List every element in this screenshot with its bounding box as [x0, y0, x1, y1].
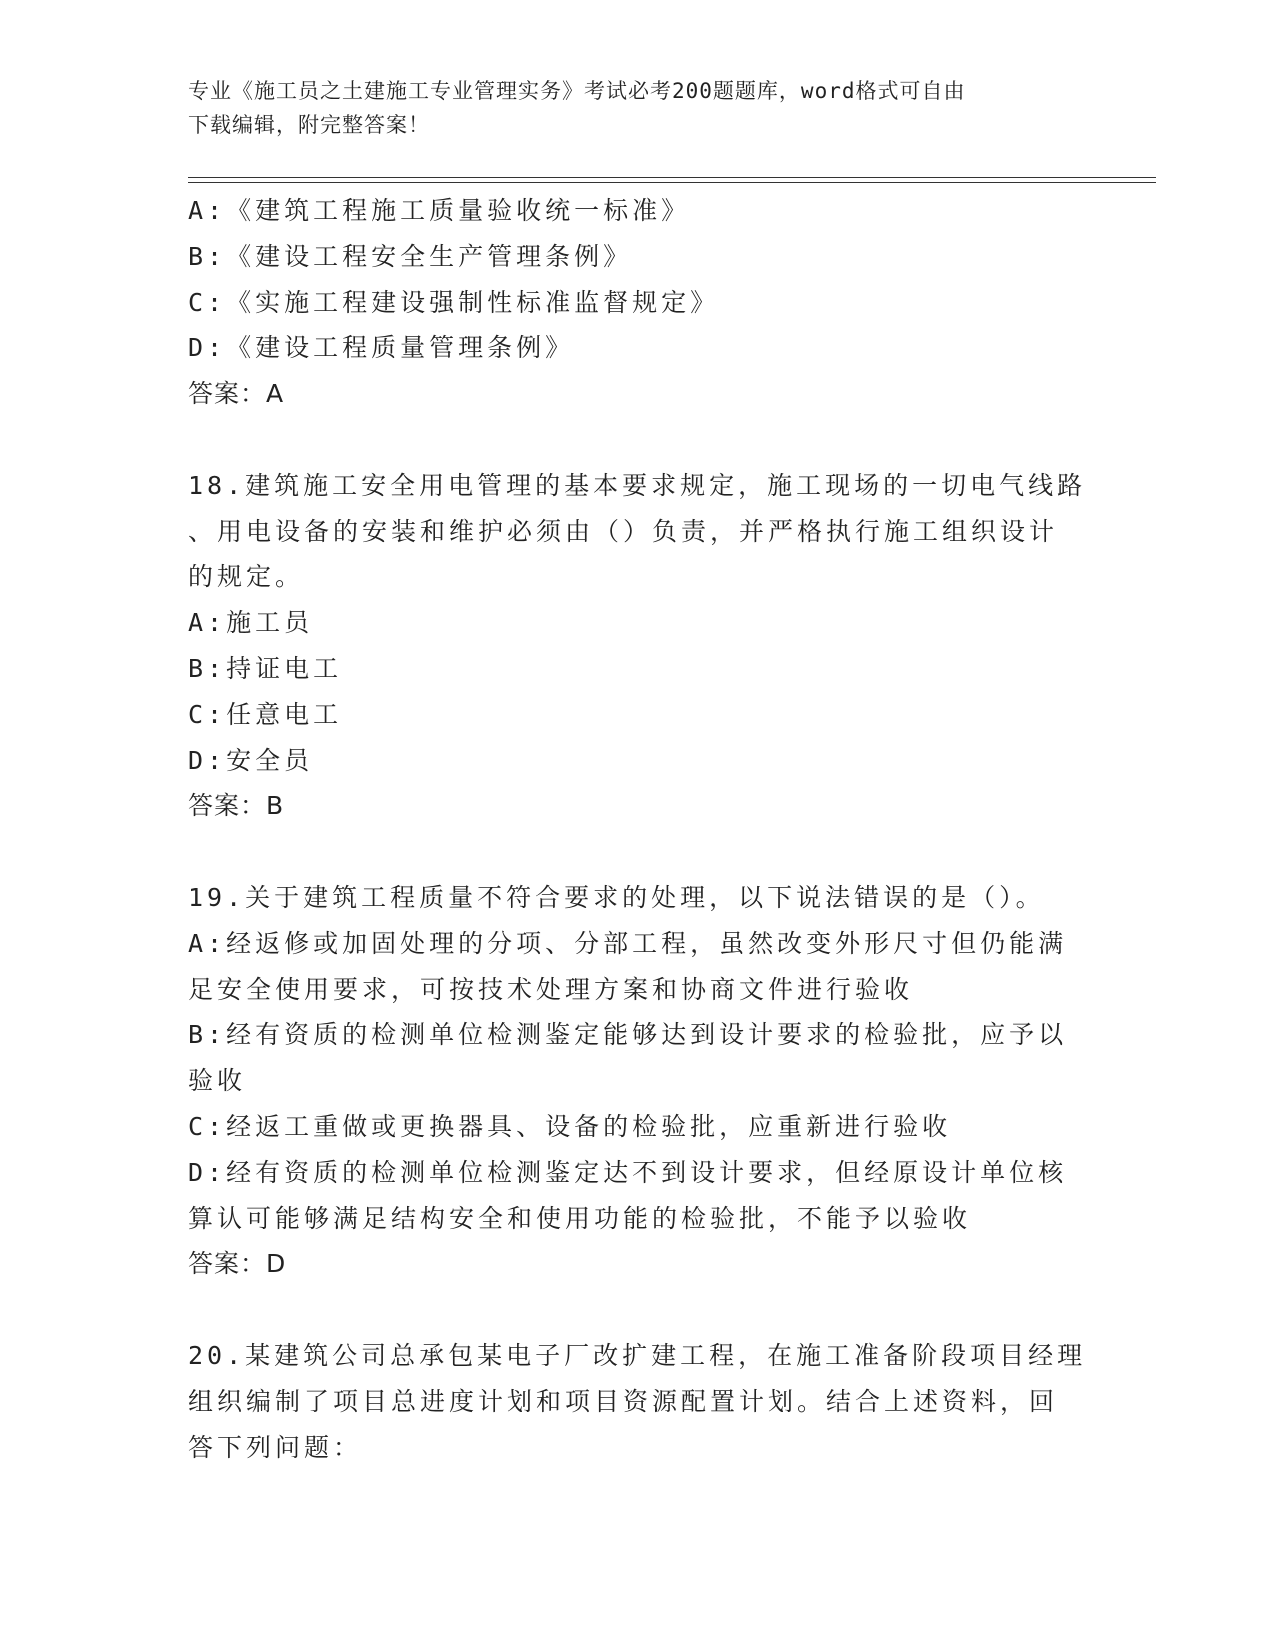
option-c: C:《实施工程建设强制性标准监督规定》 [188, 287, 720, 317]
option-d: D:《建设工程质量管理条例》 [188, 333, 575, 363]
option-a-continued: 足安全使用要求，可按技术处理方案和协商文件进行验收 [188, 974, 914, 1004]
question-17 [188, 188, 1088, 417]
answer: 答案：D [188, 1249, 287, 1279]
question-20 [188, 1333, 1088, 1470]
document-header [188, 74, 1068, 142]
question-stem-line: 组织编制了项目总进度计划和项目资源配置计划。结合上述资料，回 [188, 1386, 1059, 1416]
question-stem-line: 答下列问题： [188, 1432, 363, 1462]
question-stem-line: 18.建筑施工安全用电管理的基本要求规定，施工现场的一切电气线路 [188, 470, 1087, 500]
answer: 答案：B [188, 791, 285, 821]
spacer [188, 417, 1088, 463]
option-d: D:经有资质的检测单位检测鉴定达不到设计要求，但经原设计单位核 [188, 1157, 1068, 1187]
question-stem-line: 、用电设备的安装和维护必须由（）负责，并严格执行施工组织设计 [188, 516, 1059, 546]
question-19 [188, 875, 1088, 1287]
option-c: C:任意电工 [188, 699, 343, 729]
header-divider-bottom [188, 182, 1156, 183]
option-b-continued: 验收 [188, 1066, 247, 1096]
header-line-1: 专业《施工员之土建施工专业管理实务》考试必考200题题库，word格式可自由 [188, 79, 966, 103]
question-content [188, 188, 1088, 1470]
option-d-continued: 算认可能够满足结构安全和使用功能的检验批，不能予以验收 [188, 1203, 972, 1233]
question-18 [188, 463, 1088, 829]
header-line-2: 下载编辑，附完整答案！ [188, 113, 430, 137]
option-b: B:持证电工 [188, 653, 343, 683]
option-a: A:经返修或加固处理的分项、分部工程，虽然改变外形尺寸但仍能满 [188, 928, 1068, 958]
option-c: C:经返工重做或更换器具、设备的检验批，应重新进行验收 [188, 1111, 952, 1141]
option-a: A:施工员 [188, 608, 314, 638]
option-d: D:安全员 [188, 745, 314, 775]
header-divider-top [188, 177, 1156, 178]
spacer [188, 829, 1088, 875]
question-stem-line: 的规定。 [188, 562, 305, 592]
spacer [188, 1287, 1088, 1333]
option-a: A:《建筑工程施工质量验收统一标准》 [188, 196, 691, 225]
question-stem-line: 19.关于建筑工程质量不符合要求的处理，以下说法错误的是（）。 [188, 882, 1045, 912]
option-b: B:《建设工程安全生产管理条例》 [188, 241, 633, 271]
option-b: B:经有资质的检测单位检测鉴定能够达到设计要求的检验批，应予以 [188, 1020, 1068, 1050]
question-stem-line: 20.某建筑公司总承包某电子厂改扩建工程，在施工准备阶段项目经理 [188, 1340, 1087, 1370]
answer: 答案：A [188, 379, 285, 409]
